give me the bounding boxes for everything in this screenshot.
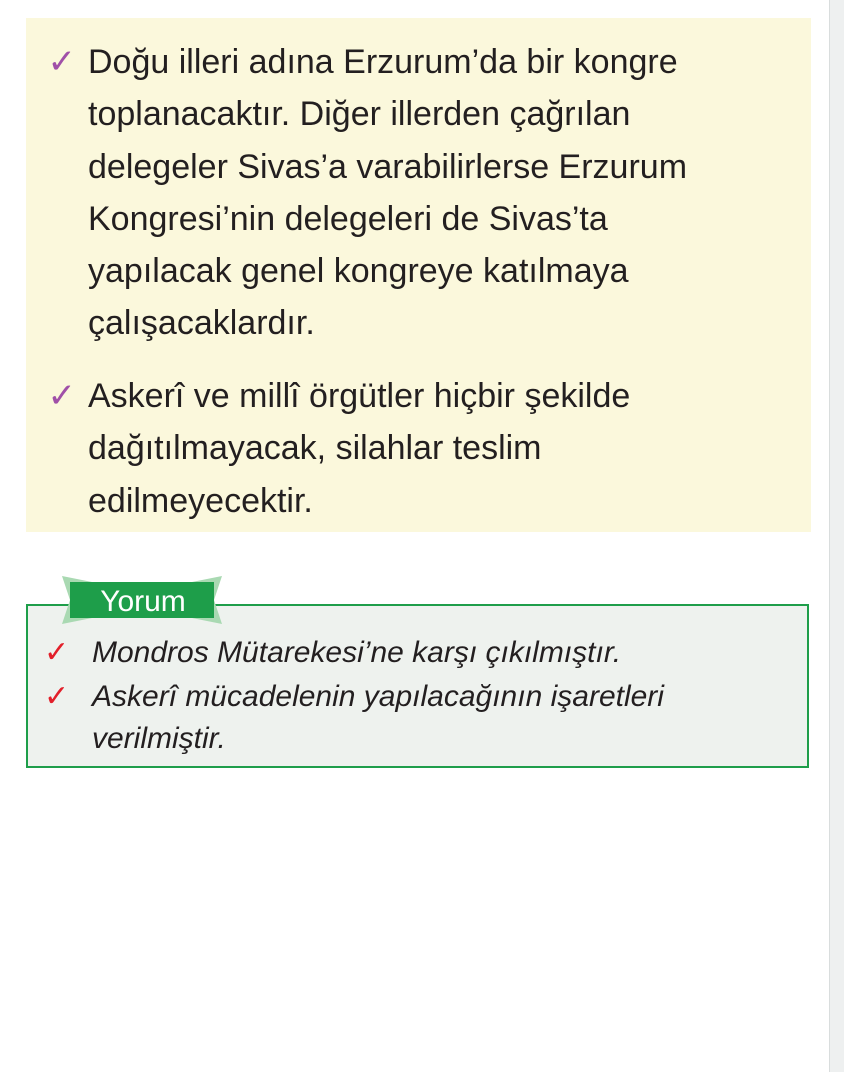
yorum-item	[44, 632, 792, 674]
yorum-item-text: Askerî mücadelenin yapılacağının işaretleri verilmiştir.	[92, 680, 664, 755]
yorum-item	[44, 676, 792, 760]
bullet-text: Askerî ve millî örgütler hiçbir şekilde dağıtılmayacak, silahlar teslim edilmeyecektir.	[88, 377, 631, 520]
yorum-item-text: Mondros Mütarekesi’ne karşı çıkılmıştır.	[92, 636, 622, 669]
bullet-text: Doğu illeri adına Erzurum’da bir kongre toplanacaktır. Diğer illerden çağrılan delegeler Sivas’a varabilirlerse Erzurum Kongresi’nin delegeleri de Sivas’ta yapılacak genel kongreye katılmaya çalışacaklardır.	[88, 43, 688, 343]
check-icon: ✓	[47, 42, 76, 82]
red-check-icon: ✓	[44, 635, 70, 670]
red-check-icon: ✓	[44, 679, 70, 714]
yorum-label: Yorum	[100, 585, 186, 618]
check-icon: ✓	[47, 376, 76, 416]
bullet-point	[26, 36, 788, 350]
page-edge-strip	[829, 0, 844, 1072]
content-box	[26, 18, 811, 532]
bullet-point	[26, 370, 788, 527]
